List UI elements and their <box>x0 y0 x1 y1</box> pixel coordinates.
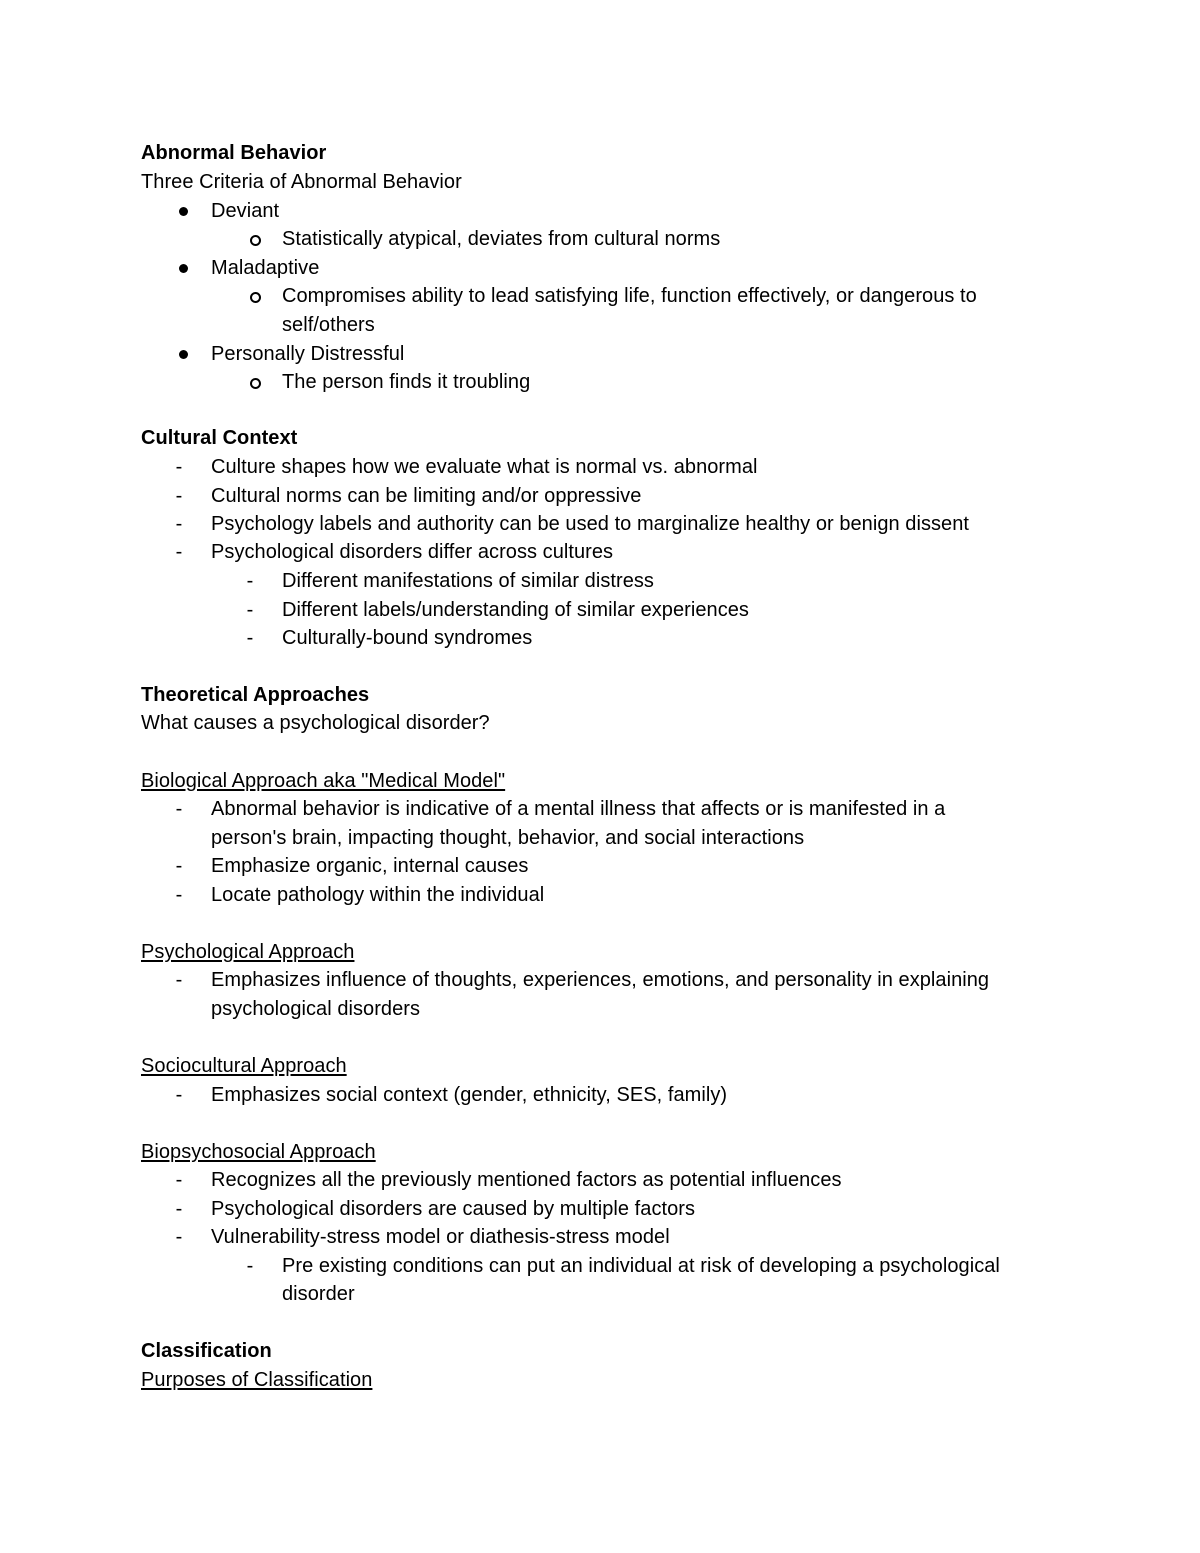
abnormal-behavior-intro: Three Criteria of Abnormal Behavior <box>141 171 462 193</box>
bullet-circle <box>250 235 261 246</box>
dash-marker: - <box>175 1198 183 1220</box>
criterion-maladaptive: Maladaptive <box>211 257 320 279</box>
section-heading-theoretical-approaches: Theoretical Approaches <box>141 684 370 706</box>
criterion-deviant-detail: Statistically atypical, deviates from cultural norms <box>282 228 721 250</box>
psychological-item-cont: psychological disorders <box>211 998 421 1020</box>
dash-marker: - <box>175 969 183 991</box>
theoretical-question: What causes a psychological disorder? <box>141 712 490 734</box>
subheading-biological-approach: Biological Approach aka "Medical Model" <box>141 770 506 792</box>
subheading-psychological-approach: Psychological Approach <box>141 941 355 963</box>
bullet-circle <box>250 292 261 303</box>
biological-item: Locate pathology within the individual <box>211 884 545 906</box>
cultural-item: Culture shapes how we evaluate what is normal vs. abnormal <box>211 456 758 478</box>
bullet-dot <box>179 264 188 273</box>
subheading-purposes-of-classification: Purposes of Classification <box>141 1369 373 1391</box>
psychological-item: Emphasizes influence of thoughts, experiences, emotions, and personality in explaining <box>211 969 990 991</box>
dash-marker: - <box>175 1084 183 1106</box>
dash-marker: - <box>175 855 183 877</box>
bullet-dot <box>179 207 188 216</box>
criterion-distressful-detail: The person finds it troubling <box>282 371 531 393</box>
dash-marker: - <box>175 456 183 478</box>
section-heading-classification: Classification <box>141 1340 272 1362</box>
biopsychosocial-subitem: Pre existing conditions can put an individual at risk of developing a psychological <box>282 1255 1000 1277</box>
dash-marker: - <box>246 1255 254 1277</box>
sociocultural-item: Emphasizes social context (gender, ethnicity, SES, family) <box>211 1084 728 1106</box>
cultural-item: Cultural norms can be limiting and/or oppressive <box>211 485 642 507</box>
cultural-subitem: Different labels/understanding of similar experiences <box>282 599 749 621</box>
criterion-deviant: Deviant <box>211 200 280 222</box>
dash-marker: - <box>175 485 183 507</box>
biopsychosocial-item: Vulnerability-stress model or diathesis-stress model <box>211 1226 670 1248</box>
criterion-maladaptive-detail: Compromises ability to lead satisfying life, function effectively, or dangerous to <box>282 285 977 307</box>
dash-marker: - <box>246 599 254 621</box>
dash-marker: - <box>175 884 183 906</box>
section-heading-abnormal-behavior: Abnormal Behavior <box>141 142 327 164</box>
cultural-subitem: Different manifestations of similar distress <box>282 570 654 592</box>
cultural-item: Psychology labels and authority can be used to marginalize healthy or benign dissent <box>211 513 969 535</box>
cultural-subitem: Culturally-bound syndromes <box>282 627 533 649</box>
subheading-biopsychosocial-approach: Biopsychosocial Approach <box>141 1141 376 1163</box>
dash-marker: - <box>175 513 183 535</box>
biopsychosocial-item: Recognizes all the previously mentioned factors as potential influences <box>211 1169 842 1191</box>
bullet-circle <box>250 378 261 389</box>
dash-marker: - <box>175 1226 183 1248</box>
bullet-dot <box>179 350 188 359</box>
criterion-maladaptive-detail-cont: self/others <box>282 314 375 336</box>
biopsychosocial-item: Psychological disorders are caused by multiple factors <box>211 1198 696 1220</box>
dash-marker: - <box>246 627 254 649</box>
biological-item: Emphasize organic, internal causes <box>211 855 529 877</box>
dash-marker: - <box>175 1169 183 1191</box>
dash-marker: - <box>246 570 254 592</box>
section-heading-cultural-context: Cultural Context <box>141 427 298 449</box>
dash-marker: - <box>175 798 183 820</box>
subheading-sociocultural-approach: Sociocultural Approach <box>141 1055 347 1077</box>
biopsychosocial-subitem-cont: disorder <box>282 1283 355 1305</box>
cultural-item: Psychological disorders differ across cultures <box>211 541 614 563</box>
dash-marker: - <box>175 541 183 563</box>
biological-item: Abnormal behavior is indicative of a mental illness that affects or is manifested in a <box>211 798 946 820</box>
biological-item-cont: person's brain, impacting thought, behavior, and social interactions <box>211 827 805 849</box>
criterion-distressful: Personally Distressful <box>211 343 405 365</box>
